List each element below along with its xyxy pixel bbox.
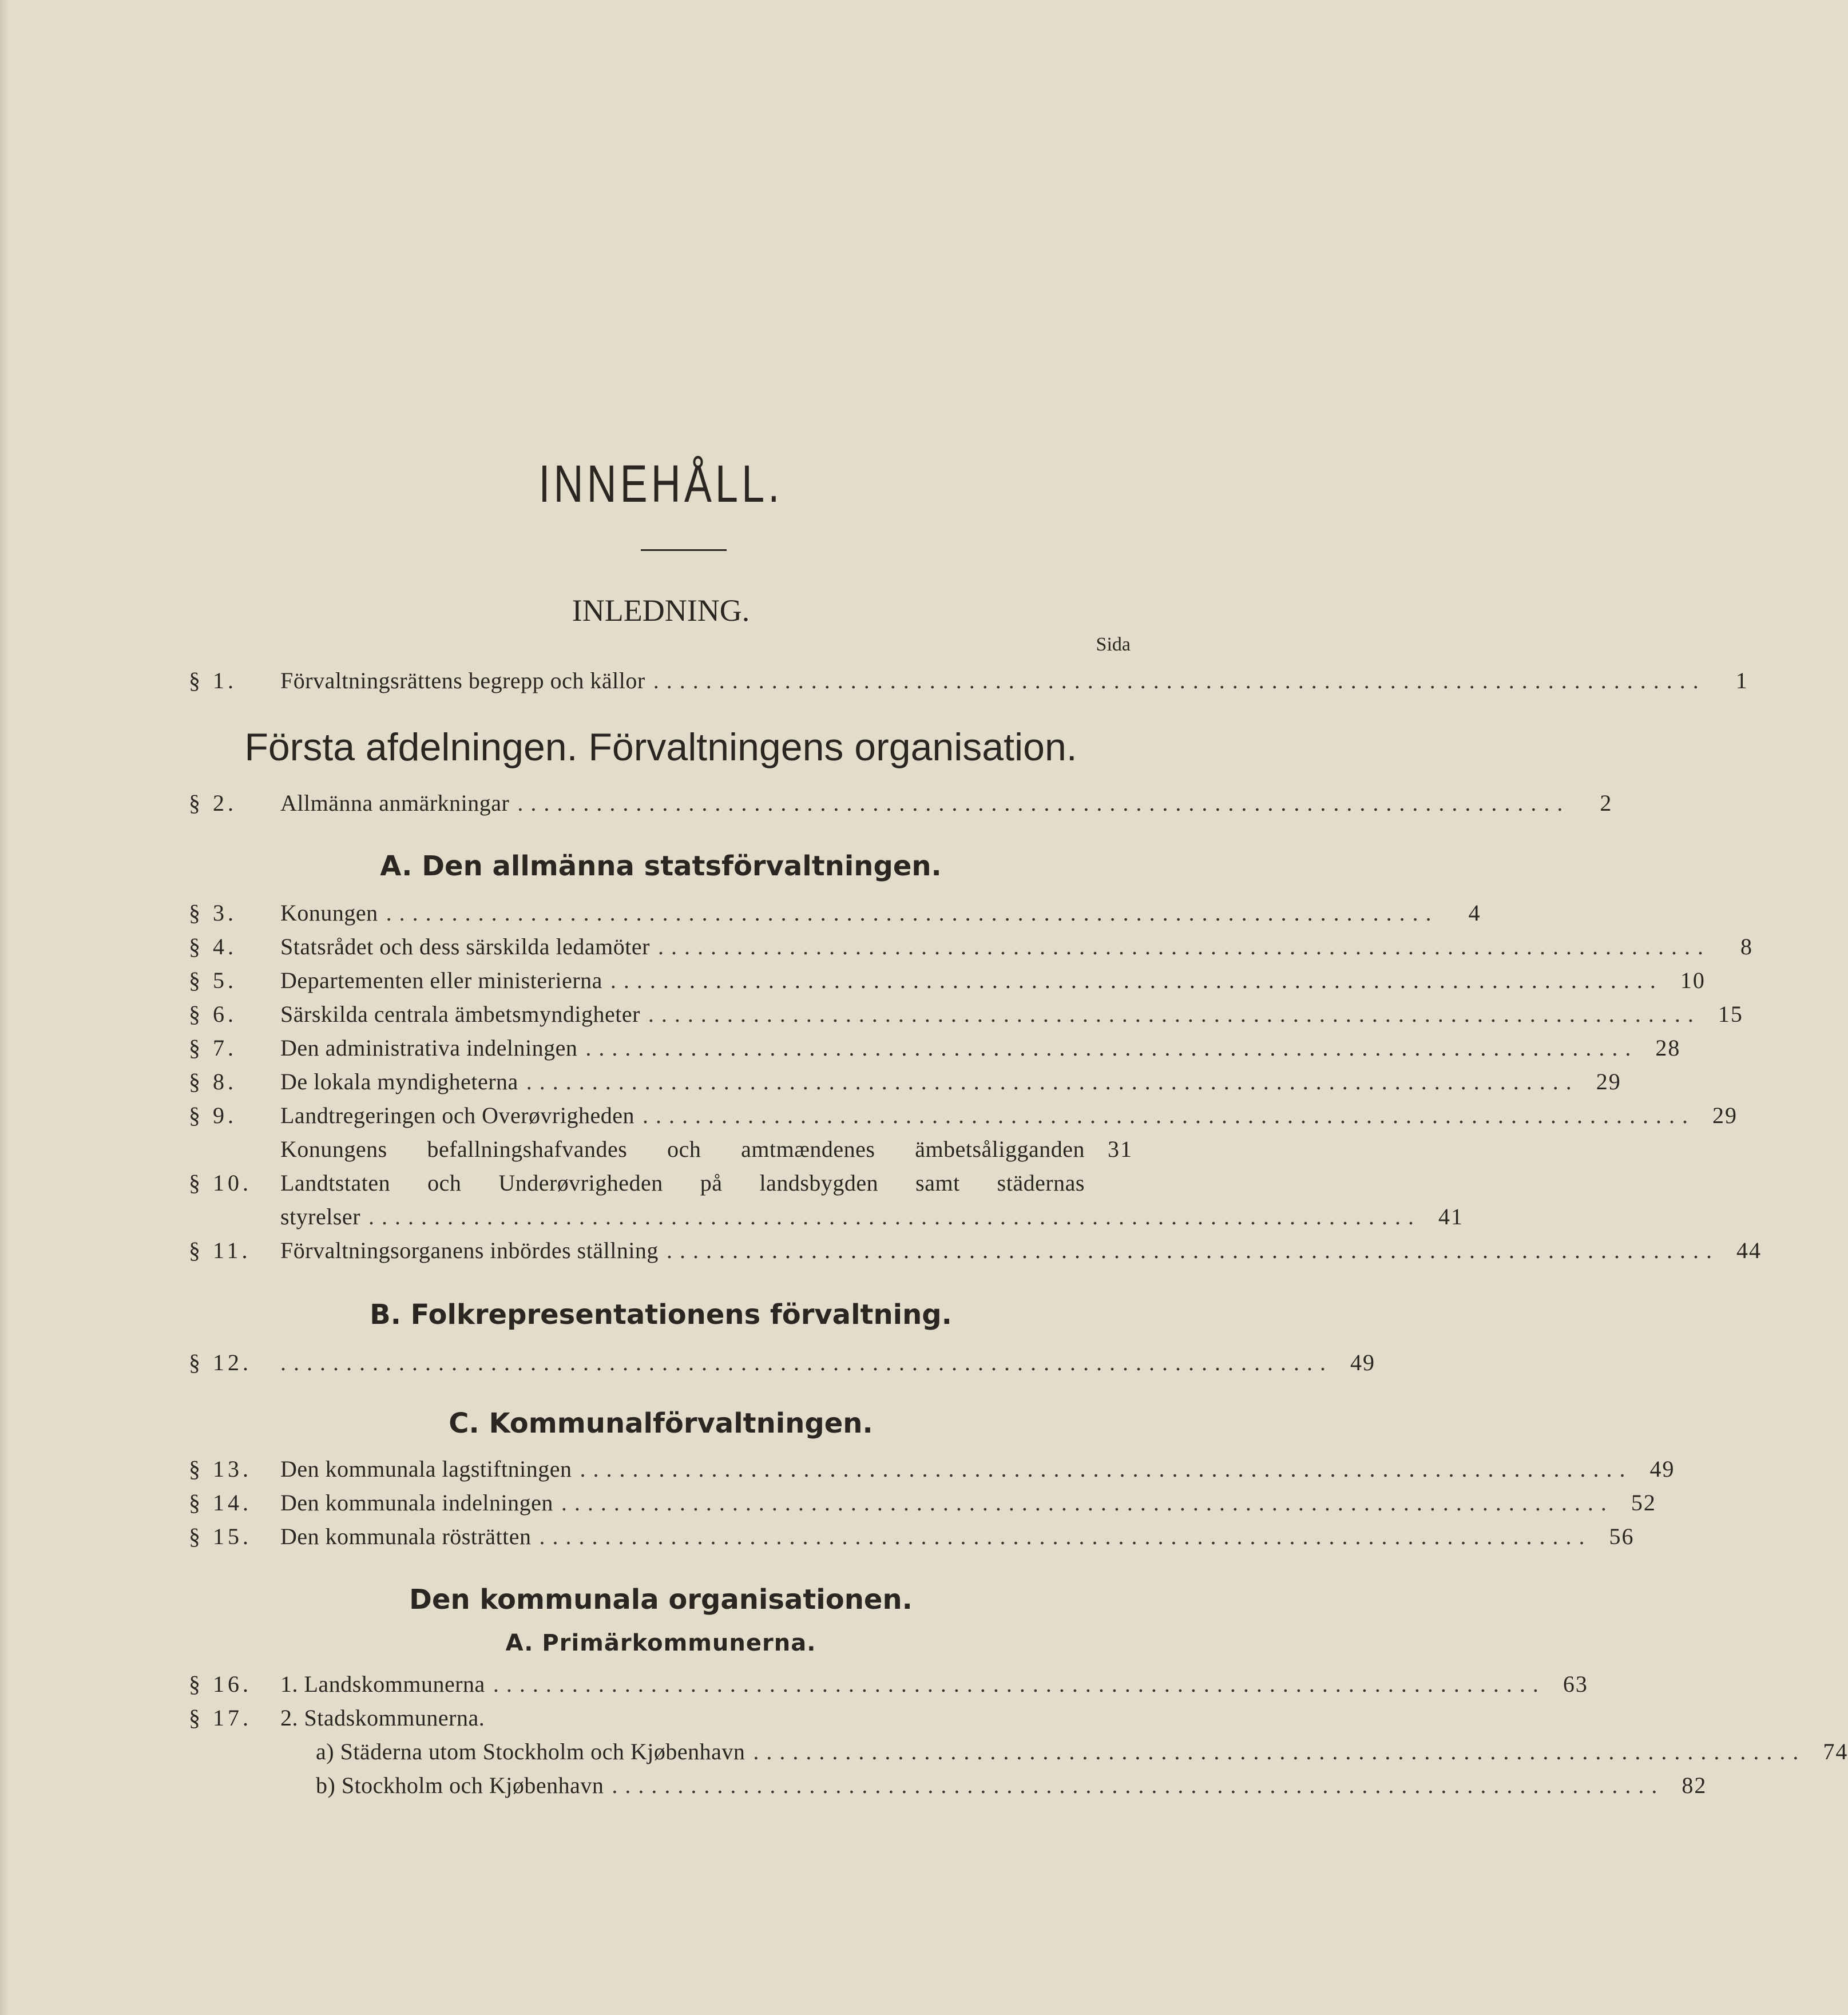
page-number: 49 — [1350, 1350, 1375, 1375]
page-number: 56 — [1609, 1524, 1635, 1549]
entry-title: Förvaltningsorganens inbördes ställning — [280, 1237, 659, 1263]
toc-row — [189, 930, 1753, 964]
page-number: 41 — [1438, 1204, 1464, 1229]
page-title: INNEHÅLL. — [538, 455, 783, 513]
page-number: 15 — [1718, 1001, 1743, 1027]
entry-title: De lokala myndigheterna — [280, 1069, 518, 1094]
toc-row — [189, 1132, 1133, 1167]
entry-title: Statsrådet och dess särskilda ledamöter — [280, 934, 650, 959]
page-number: 31 — [1108, 1136, 1133, 1162]
page-number: 4 — [1468, 900, 1481, 926]
section-heading: A. Den allmänna statsförvaltningen. — [380, 850, 942, 882]
dot-leader: ................................................................................ — [657, 934, 1711, 959]
page-number: 8 — [1740, 934, 1753, 959]
page-number: 29 — [1596, 1069, 1621, 1094]
entry-title: b) Stockholm och Kjøbenhavn — [316, 1772, 604, 1798]
page-number: 10 — [1680, 967, 1706, 993]
entry-title: Förvaltningsrättens begrepp och källor — [280, 668, 645, 693]
entry-title: Särskilda centrala ämbetsmyndigheter — [280, 1001, 640, 1027]
entry-title: 2. Stadskommunerna. — [280, 1705, 485, 1731]
page-number: 52 — [1631, 1490, 1656, 1516]
section-number: § 17. — [189, 1705, 252, 1731]
toc-row — [189, 664, 1748, 698]
page-number: 29 — [1712, 1102, 1738, 1128]
entry-title: Allmänna anmärkningar — [280, 790, 510, 816]
entry-title: Landtstaten och Underøvrigheden på landsbygden samt städernas — [280, 1170, 1085, 1196]
dot-leader: ................................................................................ — [386, 900, 1439, 926]
page-number: 44 — [1736, 1237, 1762, 1263]
toc-row — [189, 1166, 1133, 1200]
section-number: § 11. — [189, 1237, 251, 1263]
dot-leader: ................................................................................ — [526, 1069, 1579, 1094]
dot-leader: ................................................................................ — [517, 790, 1571, 816]
entry-title: styrelser — [280, 1204, 361, 1229]
toc-row — [189, 963, 1706, 998]
toc-row — [189, 997, 1743, 1032]
section-number: § 8. — [189, 1069, 237, 1094]
dot-leader: ................................................................................ — [653, 668, 1706, 693]
page-number: 82 — [1682, 1772, 1707, 1798]
entry-title: Den kommunala lagstiftningen — [280, 1456, 572, 1482]
dot-leader: ................................................................................ — [561, 1490, 1614, 1516]
section-number: § 15. — [189, 1524, 252, 1549]
dot-leader: ................................................................................ — [648, 1001, 1701, 1027]
section-number: § 16. — [189, 1671, 252, 1697]
dot-leader: ................................................................................ — [612, 1772, 1665, 1798]
toc-row — [189, 1346, 1375, 1380]
page-number: 49 — [1649, 1456, 1675, 1482]
section-number: § 3. — [189, 900, 237, 926]
toc-row — [189, 1486, 1656, 1520]
section-number: § 14. — [189, 1490, 252, 1516]
toc-row — [189, 1735, 1848, 1769]
section-number: § 2. — [189, 790, 237, 816]
section-number: § 9. — [189, 1102, 237, 1128]
dot-leader: ................................................................................ — [280, 1350, 1333, 1375]
dot-leader: ................................................................................ — [580, 1456, 1633, 1482]
entry-title: Konungen — [280, 900, 378, 926]
page-number: 28 — [1655, 1035, 1681, 1061]
toc-row — [189, 1452, 1675, 1486]
toc-row — [189, 1200, 1464, 1234]
toc-row — [189, 1233, 1762, 1268]
dot-leader: ................................................................................ — [368, 1204, 1422, 1229]
toc-row — [189, 1098, 1738, 1133]
introduction-heading: INLEDNING. — [572, 593, 750, 628]
dot-leader: ................................................................................ — [585, 1035, 1639, 1061]
entry-title: Landtregeringen och Overøvrigheden — [280, 1102, 634, 1128]
entry-title: Departementen eller ministerierna — [280, 967, 602, 993]
section-number: § 10. — [189, 1170, 252, 1196]
entry-title: 1. Landskommunerna — [280, 1671, 485, 1697]
page-number: 74 — [1823, 1739, 1848, 1764]
entry-title: Den kommunala rösträtten — [280, 1524, 532, 1549]
section-number: § 7. — [189, 1035, 237, 1061]
page-number: 63 — [1563, 1671, 1588, 1697]
sub-heading: A. Primärkommunerna. — [505, 1630, 816, 1656]
toc-row — [189, 786, 1613, 820]
section-number: § 1. — [189, 668, 237, 693]
entry-title: a) Städerna utom Stockholm och Kjøbenhavn — [316, 1739, 745, 1764]
dot-leader: ................................................................................ — [493, 1671, 1546, 1697]
entry-title: Den administrativa indelningen — [280, 1035, 578, 1061]
toc-row — [189, 1520, 1635, 1554]
section-heading: B. Folkrepresentationens förvaltning. — [370, 1299, 952, 1331]
part-heading: Första afdelningen. Förvaltningens organisation. — [244, 725, 1077, 769]
section-number: § 6. — [189, 1001, 237, 1027]
toc-row — [189, 1031, 1681, 1065]
page-number: 2 — [1600, 790, 1613, 816]
toc-row — [189, 1065, 1621, 1099]
section-number: § 4. — [189, 934, 237, 959]
toc-row — [189, 1667, 1588, 1701]
section-heading: Den kommunala organisationen. — [409, 1584, 913, 1616]
page-number: 1 — [1735, 668, 1748, 693]
entry-title: Den kommunala indelningen — [280, 1490, 553, 1516]
dot-leader: ................................................................................ — [539, 1524, 1592, 1549]
dot-leader: ................................................................................ — [642, 1102, 1695, 1128]
section-heading: C. Kommunalförvaltningen. — [449, 1407, 873, 1439]
toc-row — [189, 1768, 1707, 1803]
section-number: § 5. — [189, 967, 237, 993]
entry-title: Konungens befallningshafvandes och amtmændenes ämbetsåligganden — [280, 1136, 1085, 1162]
page-column-label: Sida — [1096, 634, 1131, 655]
toc-row — [189, 1701, 1133, 1735]
dot-leader: ................................................................................ — [610, 967, 1663, 993]
section-number: § 12. — [189, 1350, 252, 1375]
title-rule — [641, 549, 727, 551]
page-edge — [0, 0, 8, 2015]
dot-leader: ................................................................................ — [753, 1739, 1806, 1764]
dot-leader: ................................................................................ — [666, 1237, 1719, 1263]
section-number: § 13. — [189, 1456, 252, 1482]
toc-row — [189, 896, 1481, 930]
